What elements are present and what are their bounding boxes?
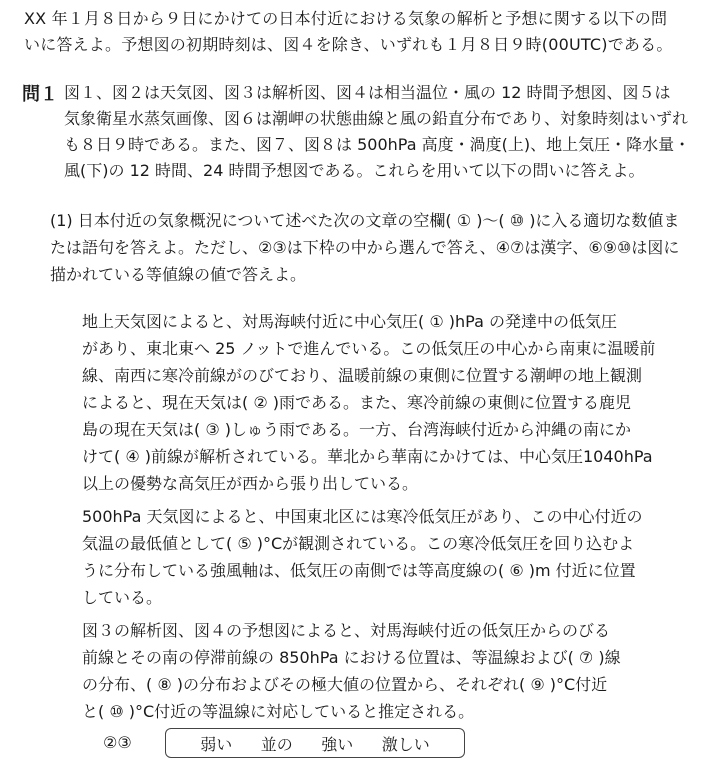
question-text	[64, 80, 690, 184]
choice-option: 並の	[260, 734, 293, 754]
subquestion-line: (1) 日本付近の気象概況について述べた次の文章の空欄( ① )〜( ⑩ )に入る適切な数値ま	[50, 211, 680, 230]
subquestion-line: 描かれている等値線の値で答えよ。	[50, 265, 307, 284]
passage-line: 以上の優勢な高気圧が西から張り出している。	[82, 474, 419, 493]
subquestion-text	[50, 207, 700, 288]
passage-line: 地上天気図によると、対馬海峡付近に中心気圧( ① )hPa の発達中の低気圧	[82, 312, 617, 331]
passage-line: と( ⑩ )°C付近の等温線に対応していると推定される。	[82, 702, 475, 721]
passage-surface-analysis	[82, 308, 690, 497]
passage-line: 島の現在天気は( ③ )しゅう雨である。一方、台湾海峡付近から沖縄の南にか	[82, 420, 632, 439]
passage-line: けて( ④ )前線が解析されている。華北から華南にかけては、中心気圧1040hPa	[82, 447, 653, 466]
question-line: も８日９時である。また、図７、図８は 500hPa 高度・渦度(上)、地上気圧・降水量・	[64, 135, 691, 154]
passage-line: 気温の最低値として( ⑤ )°Cが観測されている。この寒冷低気圧を回り込むよ	[82, 534, 635, 553]
passage-850hpa-fronts	[82, 617, 690, 725]
question-line: 図１、図２は天気図、図３は解析図、図４は相当温位・風の 12 時間予想図、図５は	[64, 83, 671, 102]
passage-500hpa	[82, 503, 690, 611]
subquestion-line: たは語句を答えよ。ただし、②③は下枠の中から選んで答え、④⑦は漢字、⑥⑨⑩は図に	[50, 238, 680, 257]
choice-label: ②③	[103, 733, 132, 752]
question-line: 気象衛星水蒸気画像、図６は潮岬の状態曲線と風の鉛直分布であり、対象時刻はいずれ	[64, 109, 689, 128]
choice-option: 激しい	[381, 734, 430, 754]
intro-text	[24, 6, 690, 58]
passage-line: があり、東北東へ 25 ノットで進んでいる。この低気圧の中心から南東に温暖前	[82, 339, 656, 358]
passage-line: の分布、( ⑧ )の分布およびその極大値の位置から、それぞれ( ⑨ )°C付近	[82, 675, 608, 694]
intro-line: いに答えよ。予想図の初期時刻は、図４を除き、いずれも１月８日９時(00UTC)である。	[24, 35, 673, 54]
passage-line: 前線とその南の停滞前線の 850hPa における位置は、等温線および( ⑦ )線	[82, 648, 621, 667]
passage-line: によると、現在天気は( ② )雨である。また、寒冷前線の東側に位置する鹿児	[82, 393, 632, 412]
intro-line: XX 年１月８日から９日にかけての日本付近における気象の解析と予想に関する以下の問	[24, 9, 668, 28]
question-label: 問１	[22, 84, 58, 105]
passage-line: 500hPa 天気図によると、中国東北区には寒冷低気圧があり、この中心付近の	[82, 507, 643, 526]
question-line: 風(下)の 12 時間、24 時間予想図である。これらを用いて以下の問いに答えよ。	[64, 161, 645, 180]
choice-option: 弱い	[200, 734, 233, 754]
choice-box	[165, 728, 465, 758]
passage-line: している。	[82, 588, 163, 607]
choice-option: 強い	[321, 734, 354, 754]
passage-line: うに分布している強風軸は、低気圧の南側では等高度線の( ⑥ )m 付近に位置	[82, 561, 636, 580]
passage-line: 図３の解析図、図４の予想図によると、対馬海峡付近の低気圧からのびる	[82, 621, 611, 640]
passage-line: 線、南西に寒冷前線がのびており、温暖前線の東側に位置する潮岬の地上観測	[82, 366, 643, 385]
